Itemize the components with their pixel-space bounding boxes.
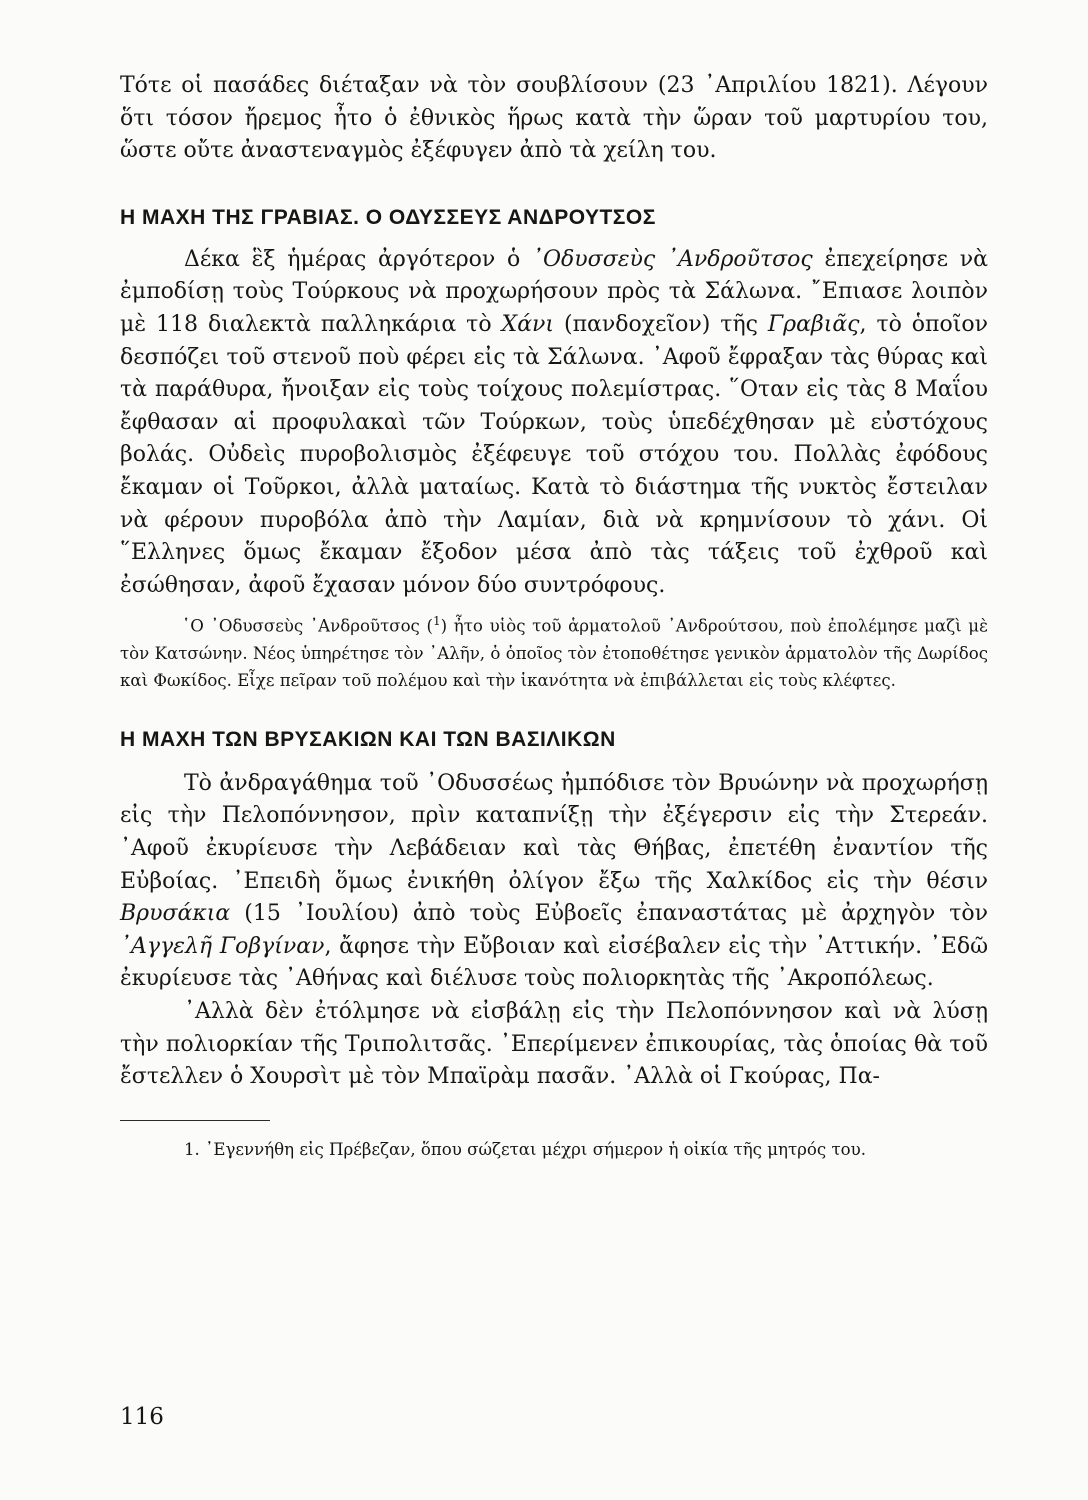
- section-heading-vrysakia: Η ΜΑΧΗ ΤΩΝ ΒΡΥΣΑΚΙΩΝ ΚΑΙ ΤΩΝ ΒΑΣΙΛΙΚΩΝ: [120, 727, 616, 751]
- name-odysseus-androutsos: ᾿Οδυσσεὺς ᾿Ανδροῦτσος: [532, 246, 813, 272]
- paragraph-gravia-text-4: , τὸ ὁποῖον δεσπόζει τοῦ στενοῦ ποὺ φέρει εἰς τὰ Σάλωνα. ᾿Αφοῦ ἔφραξαν τὰς θύρας καὶ τὰ παράθυρα, ἤνοιξαν εἰς τοὺς τοίχους πολεμίστρας. ῞Οταν εἰς τὰς 8 Μαΐου ἔφθασαν αἱ προφυλακαὶ τῶν Τούρκων, τοὺς ὑπεδέχθησαν μὲ εὐστόχους βολάς. Οὐδεὶς πυροβολισμὸς ἐξέφευγε τοῦ στόχου του. Πολλὰς ἐφόδους ἔκαμαν οἱ Τοῦρκοι, ἀλλὰ ματαίως. Κατὰ τὸ διάστημα τῆς νυκτὸς ἔστειλαν νὰ φέρουν πυροβόλα ἀπὸ τὴν Λαμίαν, διὰ νὰ κρημνίσουν τὸ χάνι. Οἱ ῞Ελληνες ὅμως ἔκαμαν ἔξοδον μέσα ἀπὸ τὰς τάξεις τοῦ ἐχθροῦ καὶ ἐσώθησαν, ἀφοῦ ἔχασαν μόνον δύο συντρόφους.: [120, 311, 989, 598]
- page-content: [120, 70, 988, 1164]
- footnote-divider: [120, 1120, 270, 1121]
- name-angelis-govginas: ᾿Αγγελῆ Γοβγίναν: [120, 933, 325, 959]
- paragraph-gravia-text-3: (πανδοχεῖον) τῆς: [554, 311, 768, 337]
- note-lead: ῾Ο ᾿Οδυσσεὺς ᾿Ανδροῦτσος (: [182, 616, 434, 636]
- biographical-note: [120, 608, 988, 694]
- place-gravia: Γραβιᾶς: [767, 311, 860, 337]
- place-vrysakia: Βρυσάκια: [120, 901, 231, 927]
- page-number: 116: [120, 1404, 164, 1430]
- paragraph-vrysakia: [120, 768, 988, 996]
- paragraph-martyrdom: Τότε οἱ πασάδες διέταξαν νὰ τὸν σουβλίσουν (23 ᾿Απριλίου 1821). Λέγουν ὅτι τόσον ἤρεμος ἦτο ὁ ἐθνικὸς ἥρως κατὰ τὴν ὥραν τοῦ μαρτυρίου του, ὥστε οὔτε ἀναστεναγμὸς ἐξέφυγεν ἀπὸ τὰ χείλη του.: [120, 73, 988, 164]
- footnote: 1. ᾿Εγεννήθη εἰς Πρέβεζαν, ὅπου σώζεται μέχρι σήμερον ἡ οἰκία τῆς μητρός του.: [184, 1139, 866, 1159]
- section-heading-gravia: Η ΜΑΧΗ ΤΗΣ ΓΡΑΒΙΑΣ. Ο ΟΔΥΣΣΕΥΣ ΑΝΔΡΟΥΤΣΟΣ: [120, 205, 656, 229]
- paragraph-vrysakia-text-3: , ἄφησε τὴν Εὔβοιαν καὶ εἰσέβαλεν εἰς τὴν ᾿Αττικήν. ᾿Εδῶ ἐκυρίευσε τὰς ᾿Αθήνας καὶ διέλυσε τοὺς πολιορκητὰς τῆς ᾿Ακροπόλεως.: [120, 933, 989, 992]
- paragraph-gravia-text-1: Δέκα ἓξ ἡμέρας ἀργότερον ὁ: [184, 246, 533, 272]
- note-rest: ) ἦτο υἱὸς τοῦ ἁρματολοῦ ᾿Ανδρούτσου, ποὺ ἐπολέμησε μαζὶ μὲ τὸν Κατσώνην. Νέος ὑπηρέτησε τὸν ᾿Αλῆν, ὁ ὁποῖος τὸν ἐτοποθέτησε γενικὸν ἁρματολὸν τῆς Δωρίδος καὶ Φωκίδος. Εἶχε πεῖραν τοῦ πολέμου καὶ τὴν ἱκανότητα νὰ ἐπιβάλλεται εἰς τοὺς κλέφτες.: [120, 616, 988, 690]
- place-chani: Χάνι: [501, 311, 555, 337]
- paragraph-gravia-text-2: ἐπεχείρησε νὰ ἐμποδίσῃ τοὺς Τούρκους νὰ προχωρήσουν πρὸς τὰ Σάλωνα. ῎Επιασε λοιπὸν μὲ 118 διαλεκτὰ παλληκάρια τὸ: [120, 246, 989, 337]
- paragraph-gravia: [120, 244, 988, 603]
- paragraph-vrysakia-text-1: Τὸ ἀνδραγάθημα τοῦ ᾿Οδυσσέως ἠμπόδισε τὸν Βρυώνην νὰ προχωρήσῃ εἰς τὴν Πελοπόννησον, πρὶν καταπνίξῃ τὴν ἐξέγερσιν εἰς τὴν Στερεάν. ᾿Αφοῦ ἐκυρίευσε τὴν Λεβάδειαν καὶ τὰς Θήβας, ἐπετέθη ἐναντίον τῆς Εὐβοίας. ᾿Επειδὴ ὅμως ἐνικήθη ὀλίγον ἔξω τῆς Χαλκίδος εἰς τὴν θέσιν: [120, 770, 988, 894]
- paragraph-tripolitsa: ᾿Αλλὰ δὲν ἐτόλμησε νὰ εἰσβάλῃ εἰς τὴν Πελοπόννησον καὶ νὰ λύσῃ τὴν πολιορκίαν τῆς Τριπολιτσᾶς. ᾿Επερίμενεν ἐπικουρίας, τὰς ὁποίας θὰ τοῦ ἔστελλεν ὁ Χουρσὶτ μὲ τὸν Μπαϊρὰμ πασᾶν. ᾿Αλλὰ οἱ Γκούρας, Πα-: [120, 999, 988, 1090]
- footnote-reference: 1: [433, 614, 441, 629]
- paragraph-vrysakia-text-2: (15 ᾿Ιουλίου) ἀπὸ τοὺς Εὐβοεῖς ἐπαναστάτας μὲ ἀρχηγὸν τὸν: [230, 901, 988, 927]
